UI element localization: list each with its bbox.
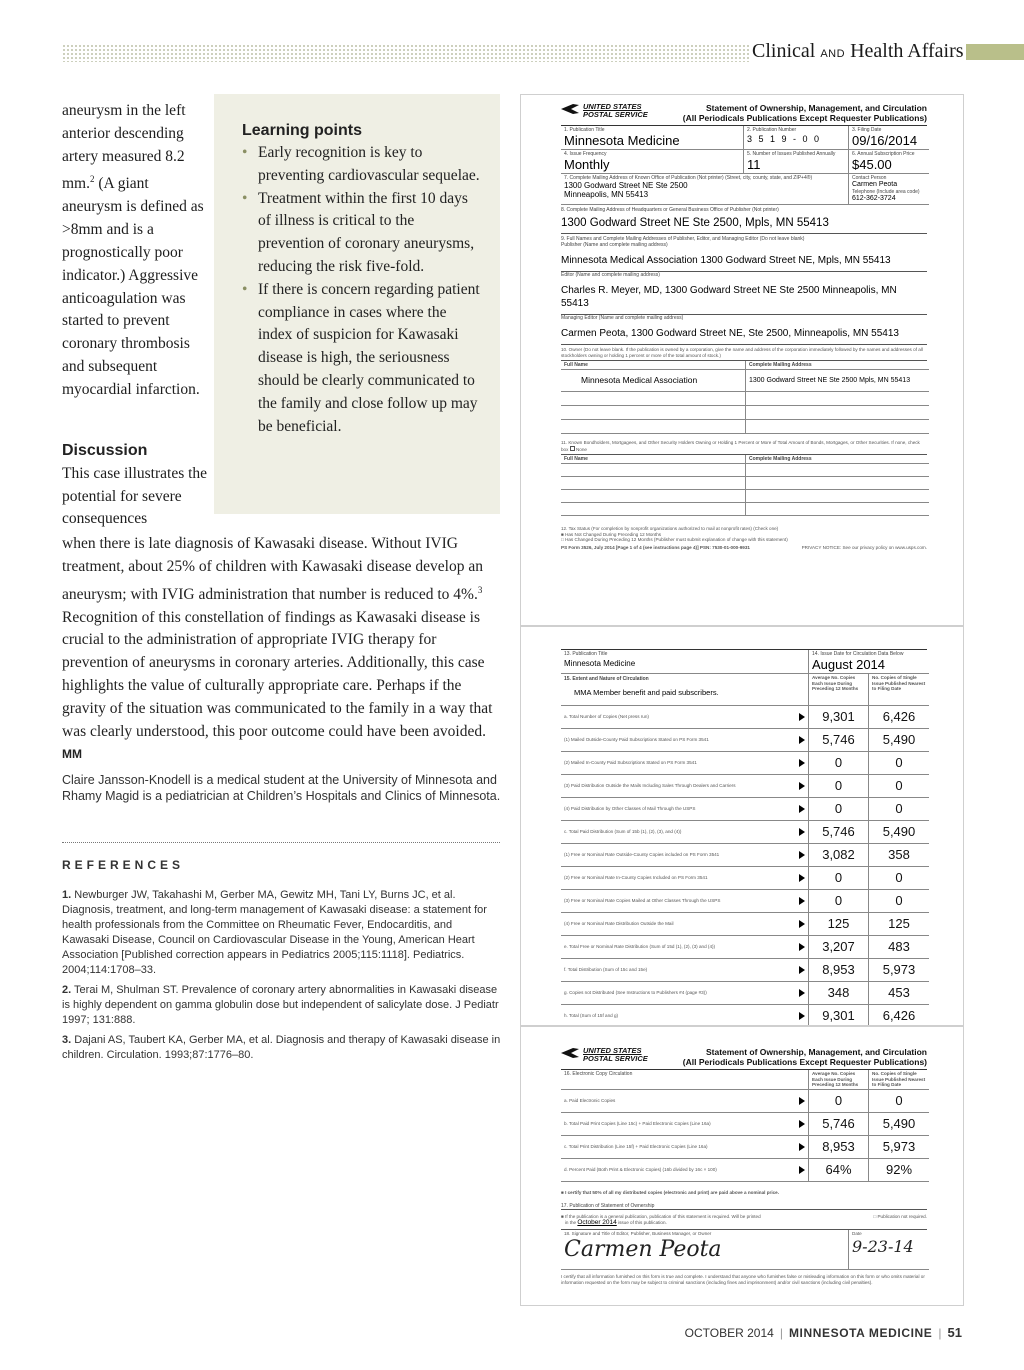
body-paragraph: when there is late diagnosis of Kawasaki disease. Without IVIG treatment, about 25% of children with Kawasaki disease develop an aneurysm; with IVIG administration that number is reduced to 4%.$^3$ Recognition of this constellation of findings as Kawasaki disease is crucial to the administration of appropriate IVIG therapy for prevention of aneurysms in coronary arteries. Additionally, this case highlights the value of culturally appropriate care. Perhaps if the gravity of the situation was communicated to the family in a way that was clearly understood, this poor outcome could have been avoided. MM <box>62 535 493 762</box>
signature-date: 9-23-14 <box>852 1236 914 1256</box>
table-cell-single: 125 <box>869 913 929 936</box>
table-cell-single: 6,426 <box>869 706 929 729</box>
table-row-label: (1) Mailed Outside-County Paid Subscriptions Stated on PS Form 3541 <box>561 729 809 752</box>
arrow-icon <box>799 1143 805 1151</box>
eagle-icon <box>561 103 579 115</box>
header-accent-bar <box>966 44 1024 60</box>
arrow-icon <box>799 1012 805 1020</box>
table-row-label: d. Percent Paid (Both Print & Electronic Copies) (16b divided by 16c × 100) <box>561 1159 809 1182</box>
publication-title-value: Minnesota Medicine <box>564 133 680 148</box>
table-cell-single: 0 <box>869 798 929 821</box>
discussion-heading: Discussion <box>62 442 148 459</box>
arrow-icon <box>799 1097 805 1105</box>
arrow-icon <box>799 920 805 928</box>
references-divider <box>62 842 500 843</box>
arrow-icon <box>799 782 805 790</box>
reference-item: 3. Dajani AS, Taubert KA, Gerber MA, et al. Diagnosis and therapy of Kawasaki disease in children. Circulation. 1993;87:1776–80. <box>62 1034 501 1061</box>
arrow-icon <box>799 759 805 767</box>
discussion-section <box>62 440 212 531</box>
arrow-icon <box>799 1166 805 1174</box>
arrow-icon <box>799 897 805 905</box>
table-cell-average: 5,746 <box>809 1113 869 1136</box>
usps-logo: UNITED STATES POSTAL SERVICE <box>561 1047 648 1063</box>
table-cell-single: 358 <box>869 844 929 867</box>
table-cell-average: 0 <box>809 752 869 775</box>
table-row-label: h. Total (Sum of 15f and g) <box>561 1005 809 1026</box>
table-row-label: (4) Free or Nominal Rate Distribution Outside the Mail <box>561 913 809 936</box>
page-number: 51 <box>947 1325 962 1340</box>
table-cell-single: 92% <box>869 1159 929 1182</box>
table-cell-single: 0 <box>869 1090 929 1113</box>
learning-points-box <box>214 94 500 514</box>
usps-logo: UNITED STATES POSTAL SERVICE <box>561 103 648 119</box>
end-mark: MM <box>62 747 82 762</box>
table-cell-single: 483 <box>869 936 929 959</box>
narrow-column-text: aneurysm in the left anterior descending artery measured 8.2 mm.$^2$ (A giant aneurysm is defined as >8mm and is a prognostically poor indicator.) Aggressive anticoagulation was started to prevent coronary thrombosis and subsequent myocardial infarction. <box>62 102 204 398</box>
table-cell-average: 64% <box>809 1159 869 1182</box>
table-cell-average: 0 <box>809 798 869 821</box>
table-row-label: (2) Free or Nominal Rate In-County Copies Included on PS Form 3541 <box>561 867 809 890</box>
header-dots <box>62 44 750 62</box>
learning-points-list <box>242 142 482 438</box>
arrow-icon <box>799 989 805 997</box>
section-title: Clinical AND Health Affairs <box>752 40 964 62</box>
table-cell-average: 5,746 <box>809 729 869 752</box>
table-cell-single: 5,973 <box>869 959 929 982</box>
form-title: Statement of Ownership, Management, and Circulation (All Periodicals Publications Except Requester Publications) <box>682 1047 927 1067</box>
table-row-label: (4) Paid Distribution by Other Classes of Mail Through the USPS <box>561 798 809 821</box>
table-cell-single: 453 <box>869 982 929 1005</box>
table-cell-average: 0 <box>809 890 869 913</box>
table-cell-average: 9,301 <box>809 706 869 729</box>
table-row-label: c. Total Print Distribution (Line 15f) + Paid Electronic Copies (Line 16a) <box>561 1136 809 1159</box>
table-cell-average: 125 <box>809 913 869 936</box>
table-row-label: (2) Mailed In-County Paid Subscriptions Stated on PS Form 3541 <box>561 752 809 775</box>
arrow-icon <box>799 874 805 882</box>
learning-points-title: Learning points <box>242 122 362 139</box>
reference-item: 1. Newburger JW, Takahashi M, Gerber MA, Gewitz MH, Tani LY, Burns JC, et al. Diagnosis, treatment, and long-term management of Kawasaki disease: a statement for health professionals from the Committee on Rheumatic Fever, Endocarditis, and Kawasaki Disease, Council on Cardiovascular Disease in the Young, American Heart Association [Published correction appears in Pediatrics 2005;115:1118]. Pediatrics. 2004;114:1708–33. <box>62 889 487 976</box>
arrow-icon <box>799 828 805 836</box>
table-row-label: g. Copies not Distributed (See Instructions to Publishers #4 (page #3)) <box>561 982 809 1005</box>
table-row-label: a. Paid Electronic Copies <box>561 1090 809 1113</box>
table-cell-single: 0 <box>869 752 929 775</box>
arrow-icon <box>799 943 805 951</box>
table-row-label: a. Total Number of Copies (Net press run) <box>561 706 809 729</box>
ps-form-page-3: UNITED STATES POSTAL SERVICE Statement of Ownership, Management, and Circulation (All Periodicals Publications Except Requester Publications) 16. Electronic Copy Circulation Average No. Copies Each Issue During Preceding 12 Months No. Copies of Single Issue Published Nearest to Filing Date a. Paid Electronic Copies 0 0 b. Total Paid Print Copies (Line 15c) + Paid Electronic Copies (Line 16a) 5,746 5,490 c. Total Print Distribution (Line 15f) + Paid Electronic Copies (Line 16a) 8,953 5,973 d. Percent Paid (Both Print & Electronic Copies) (16b divided by 16c × 100) 64% 92% ■ I certify that 50% of all my distributed copies (electronic and print) are paid above a nominal price. 17. Publication of Statement of Ownership ■ If the publication is a general publication, publication of this statement is required. Will be printed in the October 2014 issue of this publication. □ Publication not required. 18. Signature and Title of Editor, Publisher, Business Manager, or Owner Carmen Peota Date 9-23-14 I certify that all information furnished on this form is true and complete. I understand that anyone who furnishes false or misleading information on this form or who omits material or information requested on the form may be subject to criminal sanctions (including fines and imprisonment) and/or civil sanctions (including civil penalties). <box>520 1026 964 1306</box>
reference-item: 2. Terai M, Shulman ST. Prevalence of coronary artery abnormalities in Kawasaki disease is highly dependent on gamma globulin dose but independent of salicylate dose. J Pediatr 1997; 131:888. <box>62 984 499 1026</box>
arrow-icon <box>799 1120 805 1128</box>
table-row-label: c. Total Paid Distribution (Sum of 15b (1), (2), (3), and (4)) <box>561 821 809 844</box>
form-title: Statement of Ownership, Management, and Circulation (All Periodicals Publications Except Requester Publications) <box>682 103 927 123</box>
circulation-table: 15. Extent and Nature of Circulation MMA Member benefit and paid subscribers. Average No. Copies Each Issue During Preceding 12 Months No. Copies of Single Issue Published Nearest to Filing Date a. Total Number of Copies (Net press run) 9,301 6,426 (1) Mailed Outside-County Paid Subscriptions Stated on PS Form 3541 5,746 5,490 (2) Mailed In-County Paid Subscriptions Stated on PS Form 3541 0 0 (3) Paid Distribution Outside the Mails Including Sales Through Dealers and Carriers 0 0 (4) Paid Distribution by Other Classes of Mail Through the USPS 0 0 c. Total Paid Distribution (Sum of 15b (1), (2), (3), and (4)) 5,746 5,490 (1) Free or Nominal Rate Outside-County Copies included on PS Form 3541 3,082 358 (2) Free or Nominal Rate In-County Copies Included on PS Form 3541 0 0 (3) Free or Nominal Rate Copies Mailed at Other Classes Through the USPS 0 0 (4) Free or Nominal Rate Distribution Outside the Mail 125 125 e. Total Free or Nominal Rate Distribution (Sum of 15d (1), (2), (3) and (4)) 3,207 483 f. Total Distribution (Sum of 15c and 15e) 8,953 5,973 g. Copies not Distributed (See Instructions to Publishers #4 (page #3)) 348 453 h. Total (Sum of 15f and g) 9,301 6,426 <box>561 674 927 1026</box>
table-cell-average: 9,301 <box>809 1005 869 1026</box>
table-cell-average: 0 <box>809 867 869 890</box>
table-cell-single: 0 <box>869 775 929 798</box>
table-cell-average: 3,082 <box>809 844 869 867</box>
table-cell-single: 0 <box>869 890 929 913</box>
footer-month: OCTOBER 2014 <box>684 1326 774 1340</box>
learning-point: • Treatment within the first 10 days of illness is critical to the prevention of coronary aneurysms, reducing the risk five-fold. <box>242 188 482 279</box>
discussion-start: This case illustrates the potential for severe consequences <box>62 464 208 528</box>
arrow-icon <box>799 736 805 744</box>
arrow-icon <box>799 713 805 721</box>
table-cell-average: 8,953 <box>809 959 869 982</box>
table-row-label: b. Total Paid Print Copies (Line 15c) + Paid Electronic Copies (Line 16a) <box>561 1113 809 1136</box>
table-cell-single: 0 <box>869 867 929 890</box>
table-cell-single: 5,490 <box>869 1113 929 1136</box>
electronic-table: 16. Electronic Copy Circulation Average No. Copies Each Issue During Preceding 12 Months No. Copies of Single Issue Published Nearest to Filing Date a. Paid Electronic Copies 0 0 b. Total Paid Print Copies (Line 15c) + Paid Electronic Copies (Line 16a) 5,746 5,490 c. Total Print Distribution (Line 15f) + Paid Electronic Copies (Line 16a) 8,953 5,973 d. Percent Paid (Both Print & Electronic Copies) (16b divided by 16c × 100) 64% 92% <box>561 1069 927 1182</box>
table-row-label: f. Total Distribution (Sum of 15c and 15e) <box>561 959 809 982</box>
eagle-icon <box>561 1047 579 1059</box>
table-row-label: (3) Free or Nominal Rate Copies Mailed at Other Classes Through the USPS <box>561 890 809 913</box>
references-heading: REFERENCES <box>62 858 185 872</box>
table-cell-average: 0 <box>809 775 869 798</box>
table-cell-single: 5,973 <box>869 1136 929 1159</box>
table-cell-average: 5,746 <box>809 821 869 844</box>
arrow-icon <box>799 966 805 974</box>
table-cell-single: 6,426 <box>869 1005 929 1026</box>
page-footer: OCTOBER 2014 | MINNESOTA MEDICINE | 51 <box>684 1325 962 1340</box>
table-row-label: e. Total Free or Nominal Rate Distribution (Sum of 15d (1), (2), (3) and (4)) <box>561 936 809 959</box>
table-cell-single: 5,490 <box>869 821 929 844</box>
table-cell-average: 0 <box>809 1090 869 1113</box>
ps-form-page-2: 13. Publication Title Minnesota Medicine 14. Issue Date for Circulation Data Below August 2014 15. Extent and Nature of Circulation MMA Member benefit and paid subscribers. Average No. Copies Each Issue During Preceding 12 Months No. Copies of Single Issue Published Nearest to Filing Date a. Total Number of Copies (Net press run) 9,301 6,426 (1) Mailed Outside-County Paid Subscriptions Stated on PS Form 3541 5,746 5,490 (2) Mailed In-County Paid Subscriptions Stated on PS Form 3541 0 0 (3) Paid Distribution Outside the Mails Including Sales Through Dealers and Carriers 0 0 (4) Paid Distribution by Other Classes of Mail Through the USPS 0 0 c. Total Paid Distribution (Sum of 15b (1), (2), (3), and (4)) 5,746 5,490 (1) Free or Nominal Rate Outside-County Copies included on PS Form 3541 3,082 358 (2) Free or Nominal Rate In-County Copies Included on PS Form 3541 0 0 (3) Free or Nominal Rate Copies Mailed at Other Classes Through the USPS 0 0 (4) Free or Nominal Rate Distribution Outside the Mail 125 125 e. Total Free or Nominal Rate Distribution (Sum of 15d (1), (2), (3) and (4)) 3,207 483 f. Total Distribution (Sum of 15c and 15e) 8,953 5,973 g. Copies not Distributed (See Instructions to Publishers #4 (page #3)) 348 453 h. Total (Sum of 15f and g) 9,301 6,426 <box>520 626 964 1026</box>
author-note: Claire Jansson-Knodell is a medical student at the University of Minnesota and Rhamy Magid is a pediatrician at Children’s Hospitals and Clinics of Minnesota. <box>62 773 501 803</box>
table-cell-average: 3,207 <box>809 936 869 959</box>
table-row-label: (1) Free or Nominal Rate Outside-County Copies included on PS Form 3541 <box>561 844 809 867</box>
footer-publication: MINNESOTA MEDICINE <box>788 1326 933 1340</box>
ps-form-page-1: UNITED STATES POSTAL SERVICE Statement of Ownership, Management, and Circulation (All Periodicals Publications Except Requester Publications) 1. Publication Title Minnesota Medicine 2. Publication Number 3 5 1 9 - 0 0 3. Filing Date 09/16/2014 4. Issue Frequency Monthly 5. Number of Issues Published Annually 11 6. Annual Subscription Price $45.00 7. Complete Mailing Address of Known Office of Publication (Not printer) (Street, city, county, state, and ZIP+4®) 1300 Godward Street NE Ste 2500 Minneapolis, MN 55413 Contact Person Carmen Peota Telephone (Include area code) 612-362-3724 8. Complete Mailing Address of Headquarters or General Business Office of Publisher (Not printer) 1300 Godward Street NE Ste 2500, Mpls, MN 55413 9. Full Names and Complete Mailing Addresses of Publisher, Editor, and Managing Editor (Do not leave blank) Publisher (Name and complete mailing address) Minnesota Medical Association 1300 Godward Street NE, Mpls, MN 55413 Editor (Name and complete mailing address) Charles R. Meyer, MD, 1300 Godward Street NE Ste 2500 Minneapolis, MN 55413 Managing Editor (Name and complete mailing address) Carmen Peota, 1300 Godward Street NE, Ste 2500, Minneapolis, MN 55413 10. Owner (Do not leave blank. If the publication is owned by a corporation, give the name and address of the corporation immediately followed by the names and addresses of all stockholders owning or holding 1 percent or more of the total amount of stock.) Full Name Complete Mailing Address Minnesota Medical Association 1300 Godward Street NE Ste 2500 Mpls, MN 55413 11. Known Bondholders, Mortgagees, and Other Security Holders Owning or Holding 1 Percent or More of Total Amount of Bonds, Mortgages, or Other Securities. If none, check box None Full Name Complete Mailing Address 12. Tax Status (For completion by nonprofit organizations authorized to mail at nonprofit rates) (Check one) ■ Has Not Changed During Preceding 12 Months □ Has Changed During Preceding 12 Months (Publisher must submit explanation of change with this statement) PS Form 3526, July 2014 [Page 1 of 4 (see instructions page 4)] PSN: 7530-01-000-9931 PRIVACY NOTICE: See our privacy policy on www.usps.com. <box>520 94 964 626</box>
learning-point: • If there is concern regarding patient compliance in cases where the index of suspicion for Kawasaki disease is high, the seriousness should be clearly communicated to the family and close follow up may be beneficial. <box>242 279 482 439</box>
learning-point: • Early recognition is key to preventing cardiovascular sequelae. <box>242 142 482 188</box>
table-cell-average: 348 <box>809 982 869 1005</box>
arrow-icon <box>799 805 805 813</box>
table-row-label: (3) Paid Distribution Outside the Mails Including Sales Through Dealers and Carriers <box>561 775 809 798</box>
signature: Carmen Peota <box>564 1236 722 1262</box>
table-cell-single: 5,490 <box>869 729 929 752</box>
arrow-icon <box>799 851 805 859</box>
table-cell-average: 8,953 <box>809 1136 869 1159</box>
references-list <box>62 888 502 1068</box>
